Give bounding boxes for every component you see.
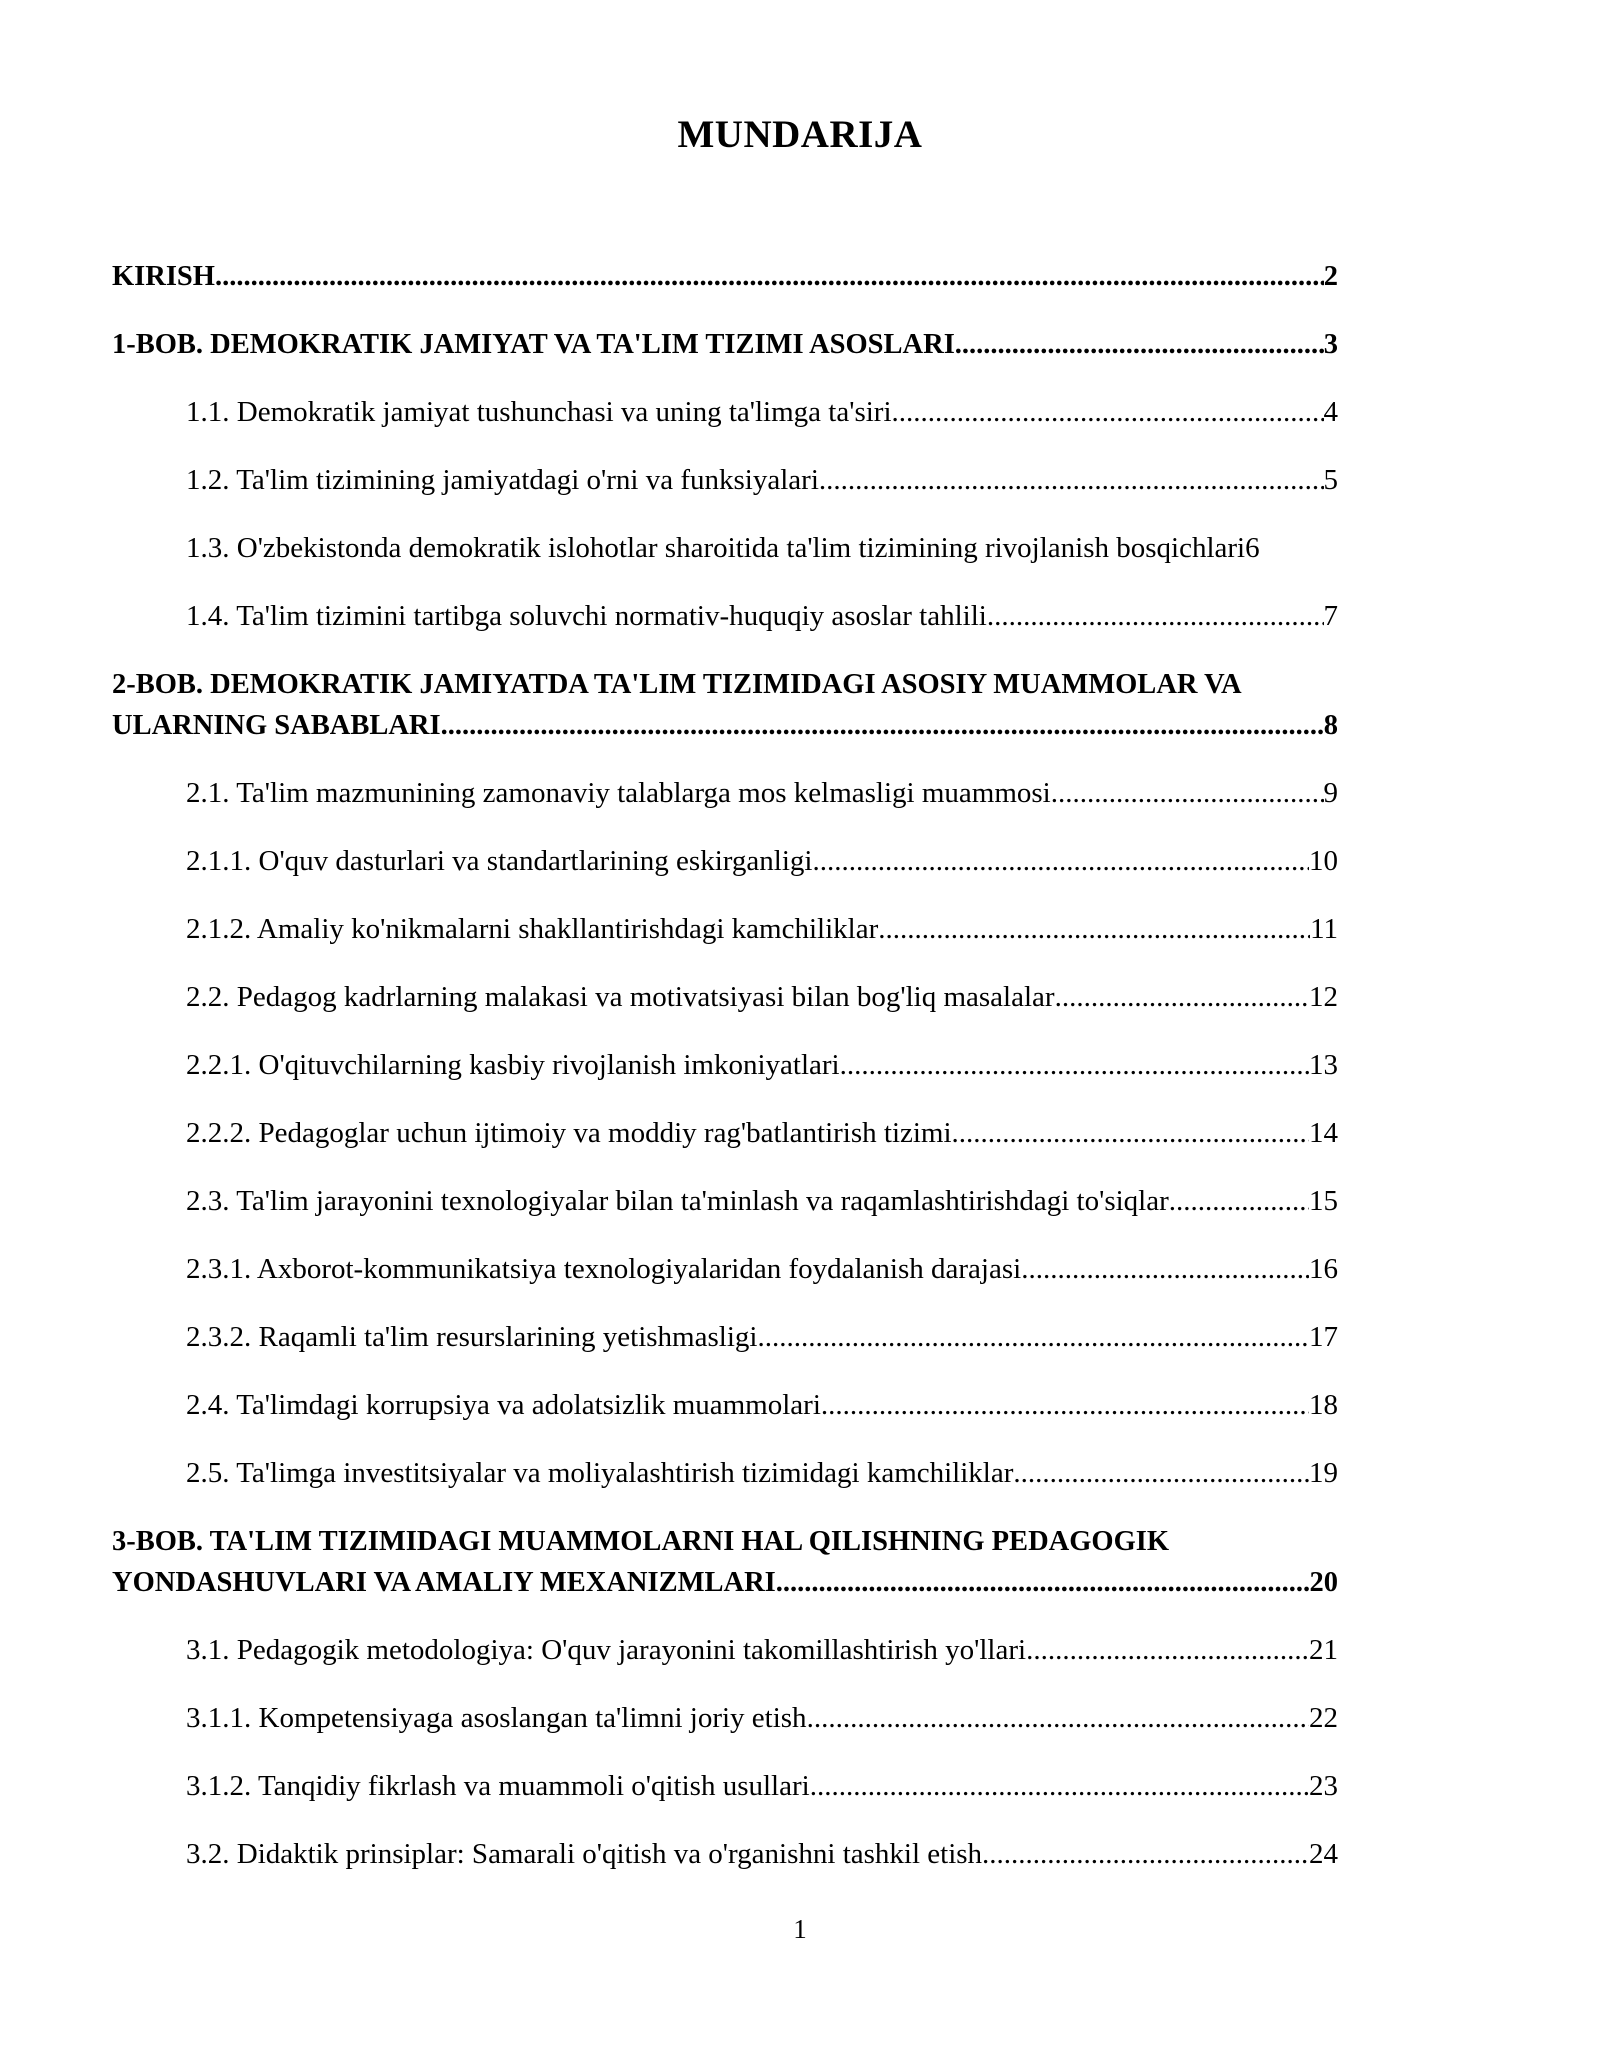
toc-entry-3-1-1[interactable]: [112, 1698, 1338, 1739]
toc-entry-chapter-1[interactable]: [112, 324, 1338, 365]
toc-entry-text-line1: 2-BOB. DEMOKRATIK JAMIYATDA TA'LIM TIZIMIDAGI ASOSIY MUAMMOLAR VA: [112, 669, 1242, 700]
toc-page-number: 6: [1245, 532, 1260, 564]
toc-entry-2-5[interactable]: [112, 1453, 1338, 1494]
toc-entry-chapter-3[interactable]: [112, 1521, 1338, 1603]
toc-entry-3-1-2[interactable]: [112, 1766, 1338, 1807]
toc-page-number: 16: [1309, 1253, 1338, 1285]
toc-entry-2-1-1[interactable]: [112, 841, 1338, 882]
toc-page-number: 3: [1323, 329, 1338, 360]
toc-leader-dots: [1055, 977, 1309, 1018]
toc-entry-text-line2: YONDASHUVLARI VA AMALIY MEXANIZMLARI: [112, 1567, 776, 1598]
toc-leader-dots: [812, 841, 1309, 882]
toc-leader-dots: [1051, 773, 1324, 814]
toc-entry-3-1[interactable]: [112, 1630, 1338, 1671]
toc-entry-text: 3.1.1. Kompetensiyaga asoslangan ta'limni joriy etish: [186, 1702, 807, 1734]
toc-page-number: 14: [1309, 1117, 1338, 1149]
toc-leader-dots: [952, 1113, 1309, 1154]
toc-page-number: 4: [1323, 396, 1338, 428]
toc-entry-text: 2.1. Ta'lim mazmunining zamonaviy talablarga mos kelmasligi muammosi: [186, 777, 1051, 809]
toc-entry-1-3[interactable]: [112, 528, 1338, 569]
page-title: MUNDARIJA: [677, 113, 923, 156]
toc-entry-text: 1.1. Demokratik jamiyat tushunchasi va uning ta'limga ta'siri: [186, 396, 892, 428]
toc-entry-text: 2.3. Ta'lim jarayonini texnologiyalar bilan ta'minlash va raqamlashtirishdagi to'siqlar: [186, 1185, 1169, 1217]
toc-entry-2-2-1[interactable]: [112, 1045, 1338, 1086]
toc-page-number: 8: [1323, 710, 1338, 741]
toc-entry-text: 3.1.2. Tanqidiy fikrlash va muammoli o'qitish usullari: [186, 1770, 810, 1802]
table-of-contents: [112, 256, 1338, 1902]
toc-leader-dots: [892, 392, 1324, 433]
toc-entry-text: 2.2.1. O'qituvchilarning kasbiy rivojlanish imkoniyatlari: [186, 1049, 840, 1081]
toc-entry-2-3[interactable]: [112, 1181, 1338, 1222]
toc-page-number: 2: [1323, 261, 1338, 292]
toc-entry-text-line2: ULARNING SABABLARI: [112, 710, 441, 741]
toc-leader-dots: [810, 1766, 1309, 1807]
toc-page-number: 10: [1309, 845, 1338, 877]
toc-page-number: 20: [1309, 1567, 1338, 1598]
toc-entry-text-line1: 3-BOB. TA'LIM TIZIMIDAGI MUAMMOLARNI HAL QILISHNING PEDAGOGIK: [112, 1526, 1169, 1557]
toc-leader-dots: [955, 324, 1324, 365]
toc-page-number: 13: [1309, 1049, 1338, 1081]
toc-entry-text: 2.3.1. Axborot-kommunikatsiya texnologiyalaridan foydalanish darajasi: [186, 1253, 1022, 1285]
page-number: 1: [793, 1914, 807, 1944]
toc-leader-dots: [819, 460, 1324, 501]
toc-leader-dots: [441, 705, 1324, 746]
toc-leader-dots: [840, 1045, 1309, 1086]
toc-leader-dots: [776, 1562, 1310, 1603]
toc-page-number: 5: [1323, 464, 1338, 496]
toc-entry-text: 2.2.2. Pedagoglar uchun ijtimoiy va moddiy rag'batlantirish tizimi: [186, 1117, 952, 1149]
toc-page-number: 12: [1309, 981, 1338, 1013]
toc-page-number: 11: [1310, 913, 1338, 945]
toc-entry-2-2-2[interactable]: [112, 1113, 1338, 1154]
toc-page-number: 22: [1309, 1702, 1338, 1734]
toc-entry-text: 1.2. Ta'lim tizimining jamiyatdagi o'rni va funksiyalari: [186, 464, 819, 496]
toc-entry-3-2[interactable]: [112, 1834, 1338, 1875]
toc-entry-text: 3.2. Didaktik prinsiplar: Samarali o'qitish va o'rganishni tashkil etish: [186, 1838, 983, 1870]
toc-entry-2-4[interactable]: [112, 1385, 1338, 1426]
toc-page-number: 23: [1309, 1770, 1338, 1802]
toc-entry-text: 1.3. O'zbekistonda demokratik islohotlar sharoitida ta'lim tizimining rivojlanish bosqichlari: [186, 532, 1246, 564]
toc-leader-dots: [821, 1385, 1309, 1426]
toc-entry-kirish[interactable]: [112, 256, 1338, 297]
toc-entry-text: 2.5. Ta'limga investitsiyalar va moliyalashtirish tizimidagi kamchiliklar: [186, 1457, 1014, 1489]
toc-page-number: 15: [1309, 1185, 1338, 1217]
toc-page-number: 17: [1309, 1321, 1338, 1353]
toc-leader-dots: [757, 1317, 1309, 1358]
toc-entry-text: 2.1.1. O'quv dasturlari va standartlarining eskirganligi: [186, 845, 813, 877]
toc-page-number: 7: [1323, 600, 1338, 632]
toc-leader-dots: [215, 256, 1324, 297]
toc-leader-dots: [1013, 1453, 1309, 1494]
toc-leader-dots: [1021, 1249, 1309, 1290]
toc-entry-2-3-1[interactable]: [112, 1249, 1338, 1290]
toc-leader-dots: [1026, 1630, 1309, 1671]
toc-page-number: 19: [1309, 1457, 1338, 1489]
toc-entry-text: KIRISH: [112, 261, 215, 292]
toc-entry-text: 1.4. Ta'lim tizimini tartibga soluvchi normativ-huquqiy asoslar tahlili: [186, 600, 987, 632]
toc-entry-chapter-2[interactable]: [112, 664, 1338, 746]
toc-entry-2-2[interactable]: [112, 977, 1338, 1018]
toc-page-number: 24: [1309, 1838, 1338, 1870]
toc-leader-dots: [807, 1698, 1309, 1739]
toc-entry-2-1[interactable]: [112, 773, 1338, 814]
toc-entry-1-1[interactable]: [112, 392, 1338, 433]
toc-entry-text: 2.3.2. Raqamli ta'lim resurslarining yetishmasligi: [186, 1321, 758, 1353]
toc-page-number: 21: [1309, 1634, 1338, 1666]
toc-page-number: 9: [1323, 777, 1338, 809]
toc-leader-dots: [878, 909, 1310, 950]
toc-entry-text: 2.4. Ta'limdagi korrupsiya va adolatsizlik muammolari: [186, 1389, 821, 1421]
toc-entry-line2: [112, 1562, 1338, 1603]
toc-entry-line2: [112, 705, 1338, 746]
toc-entry-2-3-2[interactable]: [112, 1317, 1338, 1358]
toc-entry-text: 3.1. Pedagogik metodologiya: O'quv jarayonini takomillashtirish yo'llari: [186, 1634, 1027, 1666]
toc-entry-text: 2.1.2. Amaliy ko'nikmalarni shakllantirishdagi kamchiliklar: [186, 913, 879, 945]
toc-leader-dots: [987, 596, 1324, 637]
toc-entry-2-1-2[interactable]: [112, 909, 1338, 950]
toc-entry-text: 2.2. Pedagog kadrlarning malakasi va motivatsiyasi bilan bog'liq masalalar: [186, 981, 1055, 1013]
toc-entry-text: 1-BOB. DEMOKRATIK JAMIYAT VA TA'LIM TIZIMI ASOSLARI: [112, 329, 955, 360]
toc-leader-dots: [982, 1834, 1309, 1875]
toc-entry-1-4[interactable]: [112, 596, 1338, 637]
toc-page-number: 18: [1309, 1389, 1338, 1421]
toc-entry-1-2[interactable]: [112, 460, 1338, 501]
toc-leader-dots: [1169, 1181, 1309, 1222]
